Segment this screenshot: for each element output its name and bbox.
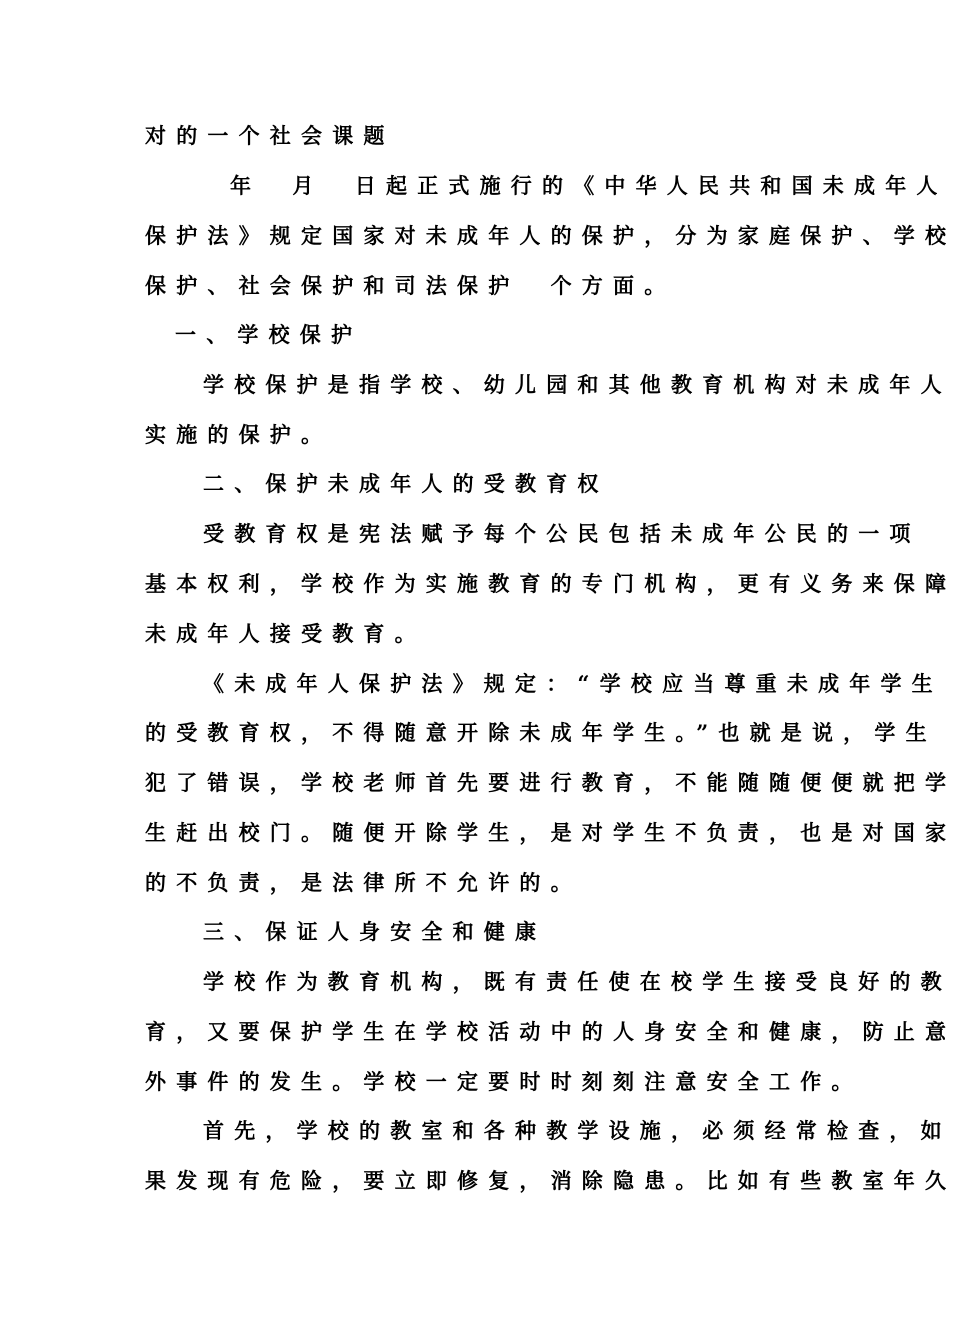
section-heading: 三、保证人身安全和健康 — [203, 919, 547, 944]
section-heading: 一、学校保护 — [175, 322, 363, 347]
text-line: 育，又要保护学生在学校活动中的人身安全和健康，防止意 — [145, 1019, 956, 1044]
text-line: 首先，学校的教室和各种教学设施，必须经常检查，如 — [203, 1118, 952, 1143]
text-line: 的不负责，是法律所不允许的。 — [145, 870, 582, 895]
text-line: 外事件的发生。学校一定要时时刻刻注意安全工作。 — [145, 1069, 863, 1094]
section-heading: 二、保护未成年人的受教育权 — [203, 471, 609, 496]
text-line: 年 月 日起正式施行的《中华人民共和国未成年人 — [230, 173, 948, 198]
text-line: 基本权利，学校作为实施教育的专门机构，更有义务来保障 — [145, 571, 956, 596]
text-line: 《未成年人保护法》规定：“学校应当尊重未成年学生 — [203, 671, 943, 696]
text-line: 保护、社会保护和司法保护 个方面。 — [145, 273, 676, 298]
text-line: 对的一个社会课题 — [145, 123, 395, 148]
text-line: 未成年人接受教育。 — [145, 621, 426, 646]
text-line: 学校作为教育机构，既有责任使在校学生接受良好的教 — [203, 969, 952, 994]
text-line: 受教育权是宪法赋予每个公民包括未成年公民的一项 — [203, 521, 921, 546]
text-line: 保护法》规定国家对未成年人的保护，分为家庭保护、学校 — [145, 223, 956, 248]
text-line: 犯了错误，学校老师首先要进行教育，不能随随便便就把学 — [145, 770, 956, 795]
text-line: 生赶出校门。随便开除学生，是对学生不负责，也是对国家 — [145, 820, 956, 845]
text-line: 实施的保护。 — [145, 422, 333, 447]
text-line: 果发现有危险，要立即修复，消除隐患。比如有些教室年久 — [145, 1168, 956, 1193]
text-line: 的受教育权，不得随意开除未成年学生。”也就是说，学生 — [145, 720, 937, 745]
text-line: 学校保护是指学校、幼儿园和其他教育机构对未成年人 — [203, 372, 952, 397]
